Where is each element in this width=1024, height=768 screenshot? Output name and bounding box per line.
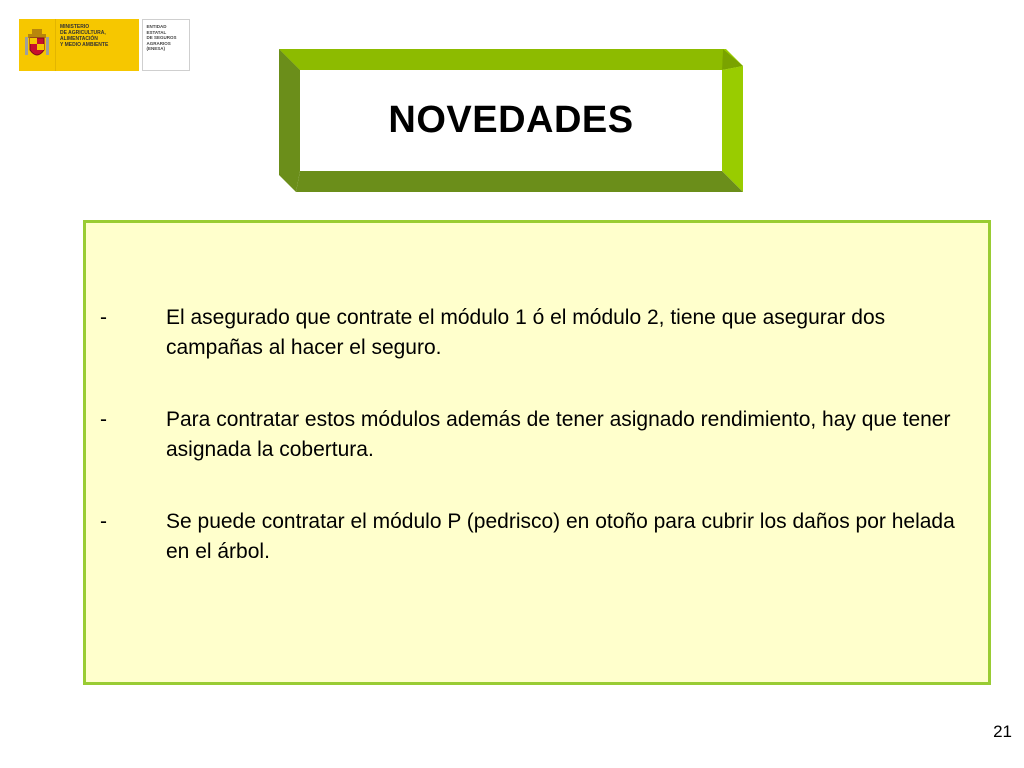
bullet-marker: - xyxy=(100,306,107,329)
ministry-name: MINISTERIO DE AGRICULTURA, ALIMENTACIÓN Y MEDIO AMBIENTE xyxy=(55,19,140,71)
coat-of-arms-icon xyxy=(19,19,55,71)
entity-name: ENTIDAD ESTATAL DE SEGUROS AGRARIOS (ENESA) xyxy=(142,19,190,71)
bullet-marker: - xyxy=(100,408,107,431)
bullet-text: Se puede contratar el módulo P (pedrisco) en otoño para cubrir los daños por helada en el árbol. xyxy=(166,510,955,563)
bullet-text: Para contratar estos módulos además de tener asignado rendimiento, hay que tener asignada la cobertura. xyxy=(166,408,951,461)
bullet-text: El asegurado que contrate el módulo 1 ó el módulo 2, tiene que asegurar dos campañas al hacer el seguro. xyxy=(166,306,886,359)
bullet-item xyxy=(98,507,978,567)
content-panel xyxy=(83,220,991,685)
bullet-list xyxy=(98,303,978,609)
bullet-marker: - xyxy=(100,510,107,533)
bullet-item xyxy=(98,303,978,363)
bullet-item xyxy=(98,405,978,465)
page-number: 21 xyxy=(993,722,1012,741)
ministry-logo xyxy=(19,19,190,71)
slide-title: NOVEDADES xyxy=(388,99,634,141)
